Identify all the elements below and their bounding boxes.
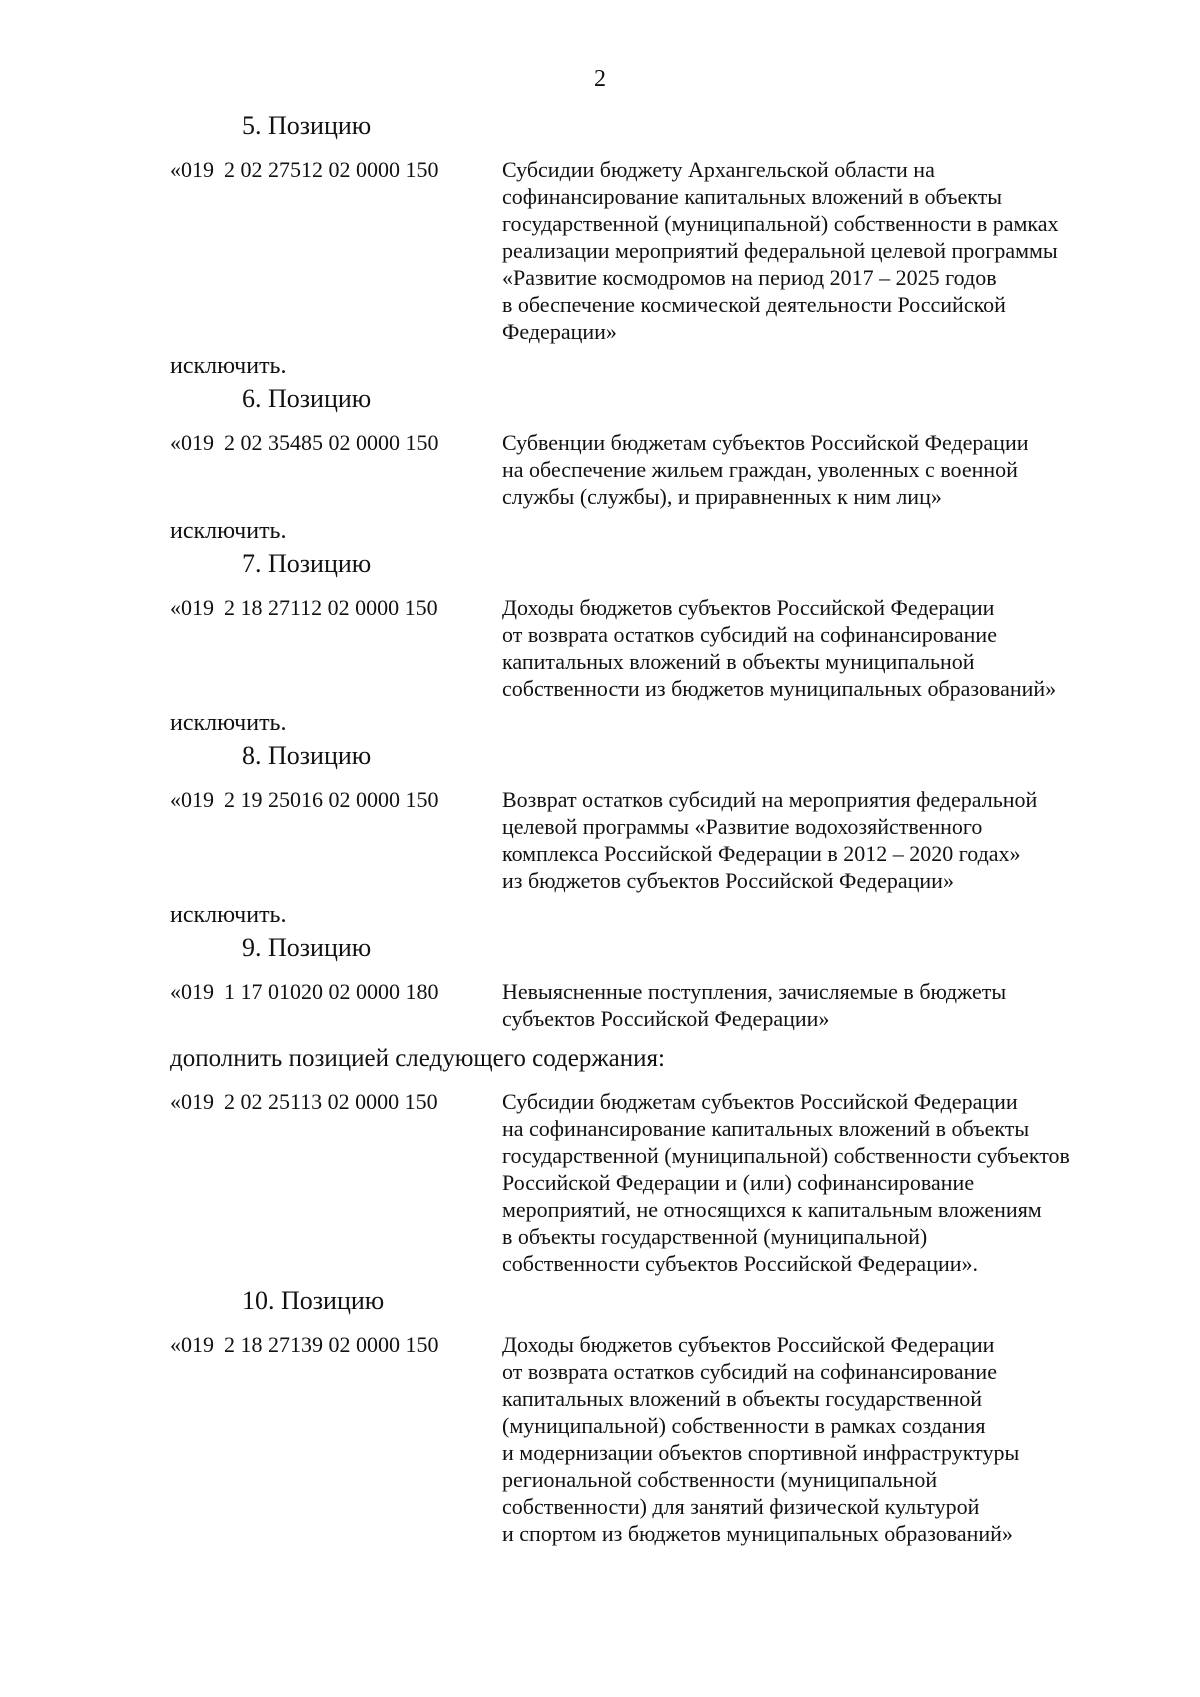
income-description (488, 1088, 1130, 1277)
page-number: 2 (594, 66, 606, 92)
description-line: собственности из бюджетов муниципальных образований» (502, 676, 1057, 701)
amendment-section (170, 1283, 1130, 1547)
admin-code: «019 (170, 1089, 214, 1114)
description-line: в обеспечение космической деятельности Российской (502, 292, 1006, 317)
amendment-instruction: дополнить позицией следующего содержания: (170, 1045, 665, 1072)
budget-code-entry (170, 1088, 1130, 1277)
description-line: Доходы бюджетов субъектов Российской Федерации (502, 1332, 995, 1357)
budget-classification-code: 1 17 01020 02 0000 180 (224, 979, 439, 1004)
amendment-instruction: исключить. (170, 518, 287, 544)
description-line: на обеспечение жильем граждан, уволенных с военной (502, 457, 1018, 482)
description-line: Субсидии бюджетам субъектов Российской Федерации (502, 1089, 1018, 1114)
description-line: комплекса Российской Федерации в 2012 – 2020 годах» (502, 841, 1021, 866)
section-heading: 10. Позицию (242, 1286, 385, 1315)
description-line: в объекты государственной (муниципальной) (502, 1224, 928, 1249)
description-line: целевой программы «Развитие водохозяйственного (502, 814, 983, 839)
admin-code: «019 (170, 787, 214, 812)
description-line: Субвенции бюджетам субъектов Российской Федерации (502, 430, 1029, 455)
amendment-instruction: исключить. (170, 902, 287, 928)
section-heading: 7. Позицию (242, 549, 372, 578)
description-line: собственности) для занятий физической культурой (502, 1494, 980, 1519)
section-heading: 9. Позицию (242, 933, 372, 962)
income-description (488, 1331, 1130, 1547)
amendment-section (170, 930, 1130, 1277)
admin-code: «019 (170, 157, 214, 182)
income-description (488, 429, 1130, 510)
description-line: капитальных вложений в объекты государственной (502, 1386, 983, 1411)
description-line: государственной (муниципальной) собственности субъектов (502, 1143, 1070, 1168)
description-line: из бюджетов субъектов Российской Федерации» (502, 868, 954, 893)
budget-code-entry (170, 786, 1130, 894)
amendment-section (170, 546, 1130, 738)
description-line: Федерации» (502, 319, 617, 344)
description-line: капитальных вложений в объекты муниципальной (502, 649, 975, 674)
budget-code-entry (170, 429, 1130, 510)
description-line: Субсидии бюджету Архангельской области на (502, 157, 935, 182)
description-line: Российской Федерации и (или) софинансирование (502, 1170, 975, 1195)
description-line: региональной собственности (муниципальной (502, 1467, 938, 1492)
description-line: мероприятий, не относящихся к капитальным вложениям (502, 1197, 1042, 1222)
admin-code: «019 (170, 1332, 214, 1357)
description-line: собственности субъектов Российской Федерации». (502, 1251, 979, 1276)
admin-code: «019 (170, 595, 214, 620)
description-line: от возврата остатков субсидий на софинансирование (502, 622, 997, 647)
section-heading: 8. Позицию (242, 741, 372, 770)
description-line: от возврата остатков субсидий на софинансирование (502, 1359, 997, 1384)
description-line: «Развитие космодромов на период 2017 – 2025 годов (502, 265, 997, 290)
admin-code: «019 (170, 430, 214, 455)
budget-classification-code: 2 19 25016 02 0000 150 (224, 787, 439, 812)
amendment-instruction: исключить. (170, 710, 287, 736)
income-description (488, 978, 1130, 1032)
amendment-section (170, 381, 1130, 546)
description-line: и спортом из бюджетов муниципальных образований» (502, 1521, 1013, 1546)
description-line: Доходы бюджетов субъектов Российской Федерации (502, 595, 995, 620)
budget-code-entry (170, 1331, 1130, 1547)
admin-code: «019 (170, 979, 214, 1004)
budget-code-entry (170, 156, 1130, 345)
budget-code-entry (170, 978, 1130, 1032)
description-line: и модернизации объектов спортивной инфраструктуры (502, 1440, 1020, 1465)
budget-classification-code: 2 02 35485 02 0000 150 (224, 430, 439, 455)
income-description (488, 594, 1130, 702)
description-line: службы (службы), и приравненных к ним лиц» (502, 484, 942, 509)
document-body (170, 108, 1130, 1553)
budget-classification-code: 2 02 25113 02 0000 150 (224, 1089, 438, 1114)
budget-code-entry (170, 594, 1130, 702)
description-line: Возврат остатков субсидий на мероприятия федеральной (502, 787, 1038, 812)
budget-classification-code: 2 02 27512 02 0000 150 (224, 157, 439, 182)
description-line: софинансирование капитальных вложений в объекты (502, 184, 1003, 209)
amendment-section (170, 108, 1130, 381)
description-line: на софинансирование капитальных вложений в объекты (502, 1116, 1030, 1141)
description-line: Невыясненные поступления, зачисляемые в бюджеты (502, 979, 1007, 1004)
amendment-section (170, 738, 1130, 930)
budget-classification-code: 2 18 27112 02 0000 150 (224, 595, 438, 620)
budget-classification-code: 2 18 27139 02 0000 150 (224, 1332, 439, 1357)
description-line: реализации мероприятий федеральной целевой программы (502, 238, 1058, 263)
amendment-instruction: исключить. (170, 353, 287, 379)
description-line: государственной (муниципальной) собственности в рамках (502, 211, 1059, 236)
income-description (488, 786, 1130, 894)
description-line: (муниципальной) собственности в рамках создания (502, 1413, 986, 1438)
section-heading: 6. Позицию (242, 384, 372, 413)
description-line: субъектов Российской Федерации» (502, 1006, 830, 1031)
section-heading: 5. Позицию (242, 111, 372, 140)
income-description (488, 156, 1130, 345)
